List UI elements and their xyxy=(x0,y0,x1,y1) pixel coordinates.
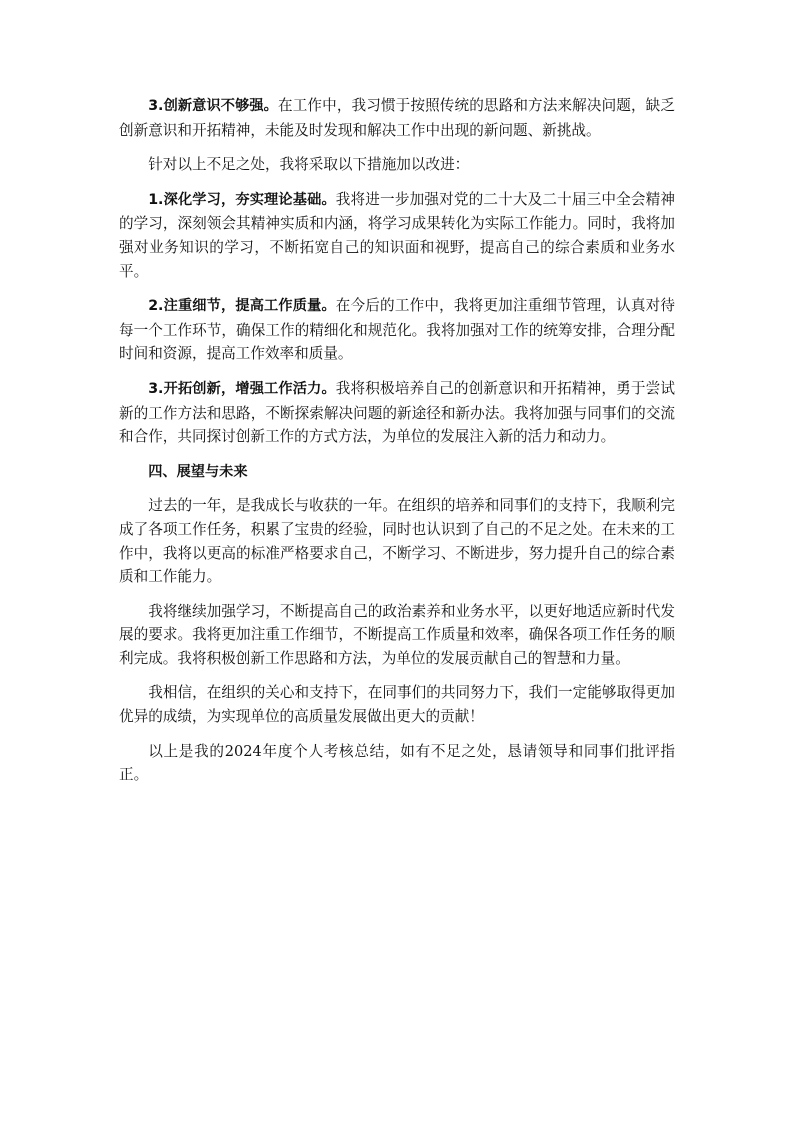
paragraph-belief xyxy=(119,681,675,728)
paragraph-measure-innovation xyxy=(119,377,675,449)
paragraph-text: 针对以上不足之处，我将采取以下措施加以改进： xyxy=(148,156,470,174)
paragraph-innovation-weakness xyxy=(119,94,675,142)
paragraph-text: 我将积极培养自己的创新意识和开拓精神，勇于尝试新的工作方法和思路，不断探索解决问题的新途径和新办法。我将加强与同事们的交流和合作，共同探讨创新工作的方式方法，为单位的发展注入新的活力和动力。 xyxy=(119,379,675,446)
paragraph-text: 以上是我的2024年度个人考核总结，如有不足之处，恳请领导和同事们批评指正。 xyxy=(119,742,675,784)
paragraph-text: 我将继续加强学习，不断提高自己的政治素养和业务水平，以更好地适应新时代发展的要求。我将更加注重工作细节，不断提高工作质量和效率，确保各项工作任务的顺利完成。我将积极创新工作思路和方法，为单位的发展贡献自己的智慧和力量。 xyxy=(119,602,675,667)
section-heading-outlook xyxy=(119,460,675,485)
paragraph-closing xyxy=(119,740,675,787)
paragraph-lead: 2.注重细节，提高工作质量。 xyxy=(148,298,336,315)
paragraph-text: 过去的一年，是我成长与收获的一年。在组织的培养和同事们的支持下，我顺利完成了各项工作任务，积累了宝贵的经验，同时也认识到了自己的不足之处。在未来的工作中，我将以更高的标准严格要求自己，不断学习、不断进步，努力提升自己的综合素质和工作能力。 xyxy=(119,497,675,586)
paragraph-measure-study xyxy=(119,188,675,283)
section-heading-text: 四、展望与未来 xyxy=(148,463,248,480)
paragraph-text: 在今后的工作中，我将更加注重细节管理，认真对待每一个工作环节，确保工作的精细化和规范化。我将加强对工作的统筹安排，合理分配时间和资源，提高工作效率和质量。 xyxy=(119,297,675,363)
paragraph-lead: 3.创新意识不够强。 xyxy=(148,98,278,114)
paragraph-plan xyxy=(119,600,675,671)
paragraph-text: 我将进一步加强对党的二十大及二十届三中全会精神的学习，深刻领会其精神实质和内涵，将学习成果转化为实际工作能力。同时，我将加强对业务知识的学习，不断拓宽自己的知识面和视野，提高自己的综合素质和业务水平。 xyxy=(119,190,675,280)
paragraph-lead: 3.开拓创新，增强工作活力。 xyxy=(148,380,336,397)
paragraph-improvement-intro xyxy=(119,153,675,177)
paragraph-lead: 1.深化学习，夯实理论基础。 xyxy=(148,191,336,208)
paragraph-text: 我相信，在组织的关心和支持下，在同事们的共同努力下，我们一定能够取得更加优异的成绩，为实现单位的高质量发展做出更大的贡献！ xyxy=(119,684,675,726)
paragraph-text: 在工作中，我习惯于按照传统的思路和方法来解决问题，缺乏创新意识和开拓精神，未能及时发现和解决工作中出现的新问题、新挑战。 xyxy=(119,97,675,139)
paragraph-review xyxy=(119,494,675,588)
document-body xyxy=(119,94,675,798)
paragraph-measure-detail xyxy=(119,294,675,366)
